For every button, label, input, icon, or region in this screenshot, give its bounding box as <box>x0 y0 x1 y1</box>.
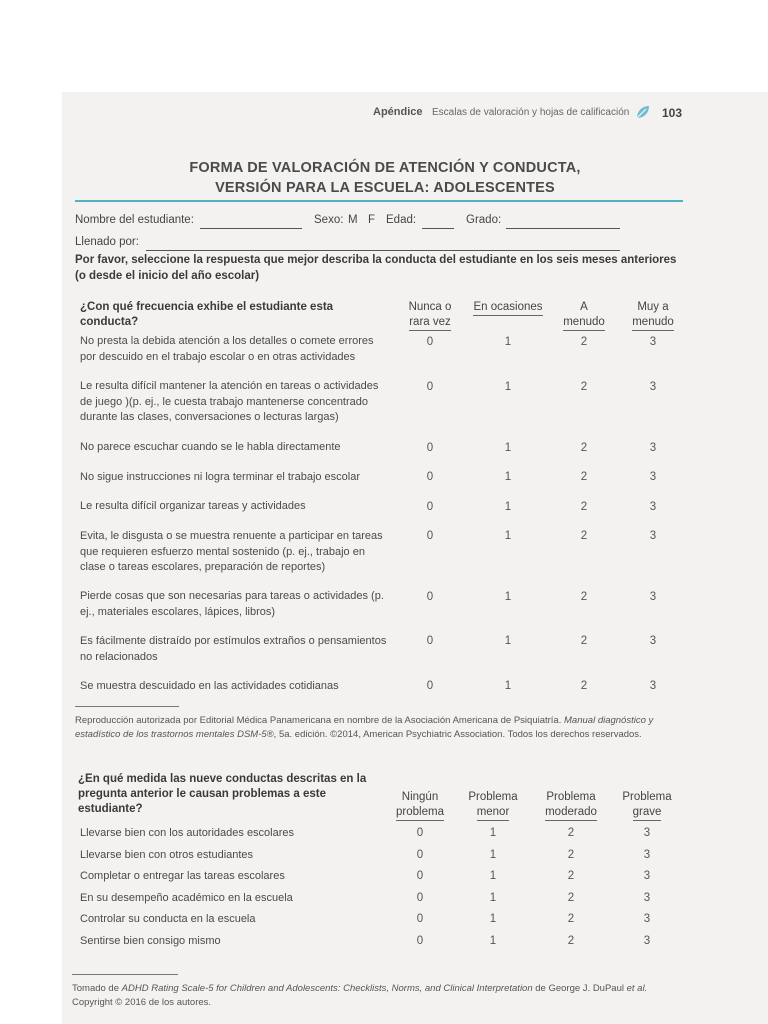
page-number: 103 <box>662 106 683 120</box>
s1-col-never: Nunca o rara vez <box>397 300 463 331</box>
student-name-field[interactable] <box>200 228 302 229</box>
s1-item-2-score-2[interactable]: 2 <box>580 381 588 393</box>
s2-item-5-score-0[interactable]: 0 <box>416 913 424 925</box>
s2-item-4-score-2[interactable]: 2 <box>567 892 575 904</box>
age-label: Edad: <box>386 214 417 226</box>
s2-item-1: Llevarse bien con los autoridades escolares <box>80 827 295 839</box>
s1-item-2-score-1[interactable]: 1 <box>504 381 512 393</box>
s1-item-1-score-0[interactable]: 0 <box>426 336 434 348</box>
s2-item-2-score-3[interactable]: 3 <box>643 849 651 861</box>
s1-item-6-score-3[interactable]: 3 <box>649 530 657 542</box>
s2-col-minor: Problema menor <box>460 790 526 821</box>
s1-item-2-score-0[interactable]: 0 <box>426 381 434 393</box>
s1-item-4: No sigue instrucciones ni logra terminar el trabajo escolar <box>80 471 361 483</box>
s2-item-6-score-2[interactable]: 2 <box>567 935 575 947</box>
s1-item-9-score-3[interactable]: 3 <box>649 680 657 692</box>
s1-item-8-score-2[interactable]: 2 <box>580 635 588 647</box>
s1-item-1-score-3[interactable]: 3 <box>649 336 657 348</box>
s2-item-1-score-0[interactable]: 0 <box>416 827 424 839</box>
s2-item-4-score-0[interactable]: 0 <box>416 892 424 904</box>
s1-item-3-score-2[interactable]: 2 <box>580 442 588 454</box>
s1-item-2-score-3[interactable]: 3 <box>649 381 657 393</box>
s1-item-6-score-0[interactable]: 0 <box>426 530 434 542</box>
s1-item-8-score-1[interactable]: 1 <box>504 635 512 647</box>
s1-item-6-score-1[interactable]: 1 <box>504 530 512 542</box>
sex-label: Sexo: <box>314 214 344 226</box>
s1-item-3: No parece escuchar cuando se le habla directamente <box>80 441 341 453</box>
s2-item-3-score-2[interactable]: 2 <box>567 870 575 882</box>
sex-option-f[interactable]: F <box>368 214 376 226</box>
student-name-label: Nombre del estudiante: <box>75 214 194 226</box>
header-subtitle: Escalas de valoración y hojas de calificación <box>432 107 630 118</box>
title-rule <box>75 200 683 202</box>
s1-item-1-score-2[interactable]: 2 <box>580 336 588 348</box>
filled-by-label: Llenado por: <box>75 236 139 248</box>
s2-item-2-score-0[interactable]: 0 <box>416 849 424 861</box>
s1-item-5-score-0[interactable]: 0 <box>426 501 434 513</box>
s1-item-9-score-2[interactable]: 2 <box>580 680 588 692</box>
s1-item-3-score-1[interactable]: 1 <box>504 442 512 454</box>
s2-item-2-score-2[interactable]: 2 <box>567 849 575 861</box>
instructions: Por favor, seleccione la respuesta que mejor describa la conducta del estudiante en los seis meses anteriores (o desde el inicio del año escolar) <box>75 254 677 282</box>
s1-item-2: Le resulta difícil mantener la atención en tareas o actividades de juego )(p. ej., le cuesta trabajo mantenerse concentrado durante las clases, conversaciones o lecturas largas) <box>80 380 379 423</box>
form-title-line1: FORMA DE VALORACIÓN DE ATENCIÓN Y CONDUCTA, <box>189 160 581 176</box>
s2-item-3: Completar o entregar las tareas escolares <box>80 870 285 882</box>
s2-item-3-score-3[interactable]: 3 <box>643 870 651 882</box>
s1-item-8-score-3[interactable]: 3 <box>649 635 657 647</box>
s2-item-1-score-1[interactable]: 1 <box>489 827 497 839</box>
form-title-line2: VERSIÓN PARA LA ESCUELA: ADOLESCENTES <box>215 180 555 196</box>
grade-label: Grado: <box>466 214 502 226</box>
s2-item-5-score-3[interactable]: 3 <box>643 913 651 925</box>
s1-item-9-score-0[interactable]: 0 <box>426 680 434 692</box>
s1-item-3-score-3[interactable]: 3 <box>649 442 657 454</box>
s2-item-4-score-3[interactable]: 3 <box>643 892 651 904</box>
section1-question: ¿Con qué frecuencia exhibe el estudiante esta conducta? <box>80 301 334 328</box>
header-section: Apéndice <box>373 106 423 118</box>
s2-col-severe: Problema grave <box>614 790 680 821</box>
s2-item-6-score-1[interactable]: 1 <box>489 935 497 947</box>
footnote2: Tomado de ADHD Rating Scale-5 for Children and Adolescents: Checklists, Norms, and Clinical Interpretation de George J. DuPaul et al. Copyright © 2016 de los autores. <box>72 983 648 1008</box>
s1-col-very-often: Muy a menudo <box>620 300 686 331</box>
s1-item-7-score-0[interactable]: 0 <box>426 591 434 603</box>
s2-item-4-score-1[interactable]: 1 <box>489 892 497 904</box>
s2-item-2-score-1[interactable]: 1 <box>489 849 497 861</box>
leaf-icon <box>634 103 652 121</box>
s2-item-3-score-1[interactable]: 1 <box>489 870 497 882</box>
s1-item-7-score-3[interactable]: 3 <box>649 591 657 603</box>
s2-item-3-score-0[interactable]: 0 <box>416 870 424 882</box>
s2-item-4: En su desempeño académico en la escuela <box>80 892 293 904</box>
s2-item-5-score-2[interactable]: 2 <box>567 913 575 925</box>
s1-item-5-score-3[interactable]: 3 <box>649 501 657 513</box>
section2-question: ¿En qué medida las nueve conductas descritas en la pregunta anterior le causan problemas a este estudiante? <box>78 773 367 815</box>
s1-item-1-score-1[interactable]: 1 <box>504 336 512 348</box>
s1-item-6: Evita, le disgusta o se muestra renuente a participar en tareas que requieren esfuerzo mental sostenido (p. ej., trabajo en clase o tareas escolares, preparación de reportes) <box>80 530 383 573</box>
filled-by-field[interactable] <box>146 250 620 251</box>
s1-item-5-score-1[interactable]: 1 <box>504 501 512 513</box>
age-field[interactable] <box>422 228 454 229</box>
s2-item-1-score-3[interactable]: 3 <box>643 827 651 839</box>
s1-item-4-score-1[interactable]: 1 <box>504 471 512 483</box>
s1-item-7: Pierde cosas que son necesarias para tareas o actividades (p. ej., materiales escolares, lápices, libros) <box>80 590 384 618</box>
s1-item-5: Le resulta difícil organizar tareas y actividades <box>80 500 306 512</box>
footnote1-rule <box>75 706 179 707</box>
s1-item-8-score-0[interactable]: 0 <box>426 635 434 647</box>
s2-item-5: Controlar su conducta en la escuela <box>80 913 256 925</box>
grade-field[interactable] <box>506 228 620 229</box>
s2-item-2: Llevarse bien con otros estudiantes <box>80 849 254 861</box>
s2-item-6-score-3[interactable]: 3 <box>643 935 651 947</box>
s1-item-7-score-1[interactable]: 1 <box>504 591 512 603</box>
s2-col-moderate: Problema moderado <box>536 790 606 821</box>
s1-col-often: A menudo <box>551 300 617 331</box>
s1-item-9-score-1[interactable]: 1 <box>504 680 512 692</box>
s1-col-sometimes: En ocasiones <box>468 300 548 316</box>
s1-item-3-score-0[interactable]: 0 <box>426 442 434 454</box>
s2-item-1-score-2[interactable]: 2 <box>567 827 575 839</box>
s1-item-5-score-2[interactable]: 2 <box>580 501 588 513</box>
s1-item-8: Es fácilmente distraído por estímulos extraños o pensamientos no relacionados <box>80 635 387 663</box>
s1-item-4-score-3[interactable]: 3 <box>649 471 657 483</box>
footnote1: Reproducción autorizada por Editorial Médica Panamericana en nombre de la Asociación Americana de Psiquiatría. Manual diagnóstico y estadístico de los trastornos mentales DSM-5®, 5a. edición. ©2014, American Psychiatric Association. Todos los derechos reservados. <box>75 715 654 740</box>
s1-item-4-score-2[interactable]: 2 <box>580 471 588 483</box>
s1-item-1: No presta la debida atención a los detalles o comete errores por descuido en el trabajo escolar o en otras actividades <box>80 335 374 363</box>
s2-item-6: Sentirse bien consigo mismo <box>80 935 221 947</box>
s1-item-7-score-2[interactable]: 2 <box>580 591 588 603</box>
s2-item-6-score-0[interactable]: 0 <box>416 935 424 947</box>
footnote2-rule <box>72 974 178 975</box>
s1-item-6-score-2[interactable]: 2 <box>580 530 588 542</box>
s2-item-5-score-1[interactable]: 1 <box>489 913 497 925</box>
s1-item-9: Se muestra descuidado en las actividades cotidianas <box>80 680 339 692</box>
s2-col-none: Ningún problema <box>387 790 453 821</box>
sex-option-m[interactable]: M <box>348 214 358 226</box>
s1-item-4-score-0[interactable]: 0 <box>426 471 434 483</box>
